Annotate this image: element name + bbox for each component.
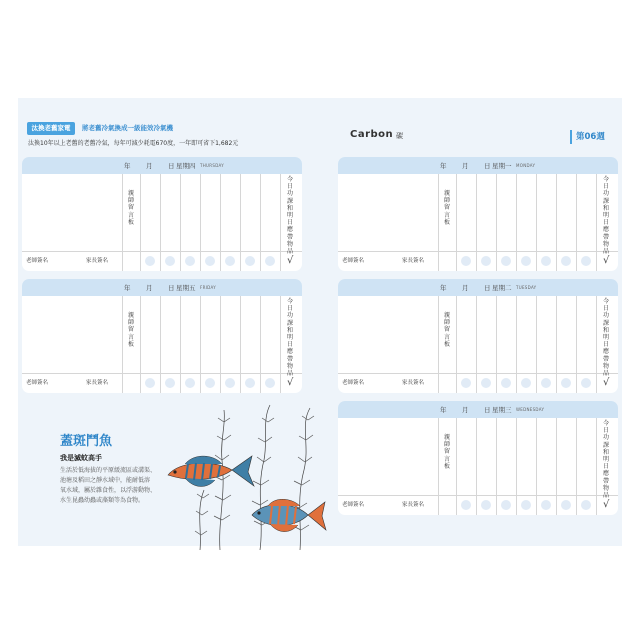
column-divider — [456, 418, 457, 515]
weekday-label: 星期一 — [492, 162, 512, 170]
column-divider — [556, 296, 557, 393]
column-divider — [260, 296, 261, 393]
column-divider — [596, 296, 597, 393]
weekday-label: 星期四 — [176, 162, 196, 170]
parent-sign-label: 家長簽名 — [86, 380, 109, 386]
checkbox-circle — [265, 256, 275, 266]
column-divider — [596, 174, 597, 271]
checkbox-circle — [461, 500, 471, 510]
column-divider — [122, 296, 123, 393]
fish-description — [60, 466, 156, 506]
checkbox-circle — [521, 378, 531, 388]
card-header — [22, 279, 302, 296]
column-divider — [140, 296, 141, 393]
column-divider — [260, 174, 261, 271]
date-month-label: 月 — [146, 284, 153, 292]
homework-label: 今日功課和明日應帶物品 — [286, 298, 293, 378]
column-divider — [576, 174, 577, 271]
checkbox-circle — [225, 256, 235, 266]
teacher-comment-label: 親師留言板 — [443, 434, 450, 470]
column-divider — [180, 296, 181, 393]
homework-label: 今日功課和明日應帶物品 — [602, 298, 609, 378]
checkbox-circle — [521, 500, 531, 510]
planner-card — [22, 157, 302, 271]
date-year-label: 年 — [124, 162, 131, 170]
column-divider — [280, 174, 281, 271]
checkbox-circle — [225, 378, 235, 388]
column-divider — [220, 296, 221, 393]
checkbox-circle — [501, 378, 511, 388]
week-number: 第06週 — [570, 130, 624, 144]
checkbox-circle — [521, 256, 531, 266]
fish-subtitle: 我是滅蚊高手 — [60, 454, 102, 462]
date-month-label: 月 — [462, 406, 469, 414]
column-divider — [160, 296, 161, 393]
teacher-sign-label: 老師簽名 — [26, 258, 49, 264]
fish-desc-line: 生活於低海拔的平原緩流區或溝渠、 — [60, 467, 157, 474]
date-month-label: 月 — [462, 284, 469, 292]
column-divider — [496, 296, 497, 393]
fish-desc-line: 氧水域，屬於雜食性，以浮游動物、 — [60, 487, 157, 494]
teacher-comment-label: 親師留言板 — [127, 190, 134, 226]
planner-card — [22, 279, 302, 393]
weekday-en-label: THURSDAY — [200, 163, 224, 168]
card-body — [338, 296, 618, 393]
tip-badge: 汰換老舊家電 — [27, 122, 75, 135]
checkbox-circle — [481, 256, 491, 266]
column-divider — [122, 174, 123, 271]
column-divider — [180, 174, 181, 271]
teacher-comment-label: 親師留言板 — [127, 312, 134, 348]
teacher-comment-label: 親師留言板 — [443, 190, 450, 226]
weekday-label: 星期二 — [492, 284, 512, 292]
column-divider — [496, 418, 497, 515]
checkbox-circle — [265, 378, 275, 388]
card-header — [338, 157, 618, 174]
date-year-label: 年 — [440, 162, 447, 170]
column-divider — [476, 174, 477, 271]
checkbox-circle — [541, 256, 551, 266]
checkbox-circle — [481, 500, 491, 510]
column-divider — [536, 418, 537, 515]
column-divider — [438, 296, 439, 393]
signature-divider — [22, 251, 302, 252]
carbon-label: Carbon — [350, 129, 394, 140]
tip-text: 汰換10年以上老舊的老舊冷氣，每年可減少耗電670度，一年即可省下1,682元 — [28, 140, 239, 147]
checkbox-circle — [165, 378, 175, 388]
tip-title: 將老舊冷氣換成一級能效冷氣機 — [82, 124, 173, 132]
teacher-sign-label: 老師簽名 — [342, 258, 365, 264]
column-divider — [280, 296, 281, 393]
signature-divider — [22, 373, 302, 374]
weekday-en-label: MONDAY — [516, 163, 536, 168]
column-divider — [220, 174, 221, 271]
column-divider — [576, 296, 577, 393]
signature-divider — [338, 251, 618, 252]
weekday-en-label: FRIDAY — [200, 285, 216, 290]
date-month-label: 月 — [462, 162, 469, 170]
column-divider — [200, 174, 201, 271]
column-divider — [438, 174, 439, 271]
card-header — [338, 279, 618, 296]
checkbox-circle — [165, 256, 175, 266]
check-mark-icon: √ — [603, 255, 610, 266]
column-divider — [160, 174, 161, 271]
checkbox-circle — [561, 256, 571, 266]
column-divider — [240, 296, 241, 393]
date-day-label: 日 — [168, 284, 175, 292]
planner-card — [338, 401, 618, 515]
carbon-zh-label: 碳 — [396, 132, 403, 140]
checkbox-circle — [501, 256, 511, 266]
checkbox-circle — [481, 378, 491, 388]
parent-sign-label: 家長簽名 — [402, 502, 425, 508]
parent-sign-label: 家長簽名 — [402, 380, 425, 386]
checkbox-circle — [461, 378, 471, 388]
column-divider — [516, 418, 517, 515]
column-divider — [200, 296, 201, 393]
homework-label: 今日功課和明日應帶物品 — [602, 176, 609, 256]
date-day-label: 日 — [484, 162, 491, 170]
fish-desc-line: 水生昆蟲幼蟲或藻類等為食物。 — [60, 497, 145, 504]
column-divider — [496, 174, 497, 271]
weekday-label: 星期三 — [492, 406, 512, 414]
column-divider — [596, 418, 597, 515]
card-header — [22, 157, 302, 174]
card-body — [338, 174, 618, 271]
signature-divider — [338, 373, 618, 374]
homework-label: 今日功課和明日應帶物品 — [602, 420, 609, 500]
column-divider — [516, 296, 517, 393]
column-divider — [536, 296, 537, 393]
teacher-sign-label: 老師簽名 — [342, 502, 365, 508]
fish-desc-line: 池塘及稻田之靜水域中，能耐低溶 — [60, 477, 151, 484]
checkbox-circle — [561, 500, 571, 510]
check-mark-icon: √ — [603, 377, 610, 388]
checkbox-circle — [185, 378, 195, 388]
check-mark-icon: √ — [287, 255, 294, 266]
weekday-label: 星期五 — [176, 284, 196, 292]
checkbox-circle — [245, 256, 255, 266]
teacher-comment-label: 親師留言板 — [443, 312, 450, 348]
card-body — [338, 418, 618, 515]
check-mark-icon: √ — [603, 499, 610, 510]
checkbox-circle — [185, 256, 195, 266]
column-divider — [140, 174, 141, 271]
fish-title: 蓋斑鬥魚 — [60, 434, 113, 449]
checkbox-circle — [205, 378, 215, 388]
column-divider — [576, 418, 577, 515]
checkbox-circle — [205, 256, 215, 266]
signature-divider — [338, 495, 618, 496]
column-divider — [240, 174, 241, 271]
paradise-fish-illustration — [160, 400, 340, 550]
card-body — [22, 174, 302, 271]
date-year-label: 年 — [440, 284, 447, 292]
teacher-sign-label: 老師簽名 — [342, 380, 365, 386]
checkbox-circle — [561, 378, 571, 388]
checkbox-circle — [145, 256, 155, 266]
column-divider — [556, 418, 557, 515]
homework-label: 今日功課和明日應帶物品 — [286, 176, 293, 256]
planner-card — [338, 157, 618, 271]
parent-sign-label: 家長簽名 — [86, 258, 109, 264]
column-divider — [536, 174, 537, 271]
weekday-en-label: WEDNESDAY — [516, 407, 545, 412]
date-year-label: 年 — [124, 284, 131, 292]
date-day-label: 日 — [484, 284, 491, 292]
column-divider — [456, 174, 457, 271]
date-month-label: 月 — [146, 162, 153, 170]
checkbox-circle — [541, 378, 551, 388]
fish-blue-icon — [252, 499, 326, 531]
column-divider — [476, 418, 477, 515]
parent-sign-label: 家長簽名 — [402, 258, 425, 264]
checkbox-circle — [581, 256, 591, 266]
checkbox-circle — [581, 500, 591, 510]
checkbox-circle — [501, 500, 511, 510]
date-day-label: 日 — [168, 162, 175, 170]
column-divider — [476, 296, 477, 393]
column-divider — [456, 296, 457, 393]
column-divider — [556, 174, 557, 271]
date-year-label: 年 — [440, 406, 447, 414]
column-divider — [516, 174, 517, 271]
card-header — [338, 401, 618, 418]
weekday-en-label: TUESDAY — [516, 285, 537, 290]
fish-orange-icon — [168, 456, 254, 487]
checkbox-circle — [245, 378, 255, 388]
checkbox-circle — [461, 256, 471, 266]
planner-card — [338, 279, 618, 393]
date-day-label: 日 — [484, 406, 491, 414]
checkbox-circle — [541, 500, 551, 510]
check-mark-icon: √ — [287, 377, 294, 388]
checkbox-circle — [581, 378, 591, 388]
checkbox-circle — [145, 378, 155, 388]
teacher-sign-label: 老師簽名 — [26, 380, 49, 386]
card-body — [22, 296, 302, 393]
column-divider — [438, 418, 439, 515]
